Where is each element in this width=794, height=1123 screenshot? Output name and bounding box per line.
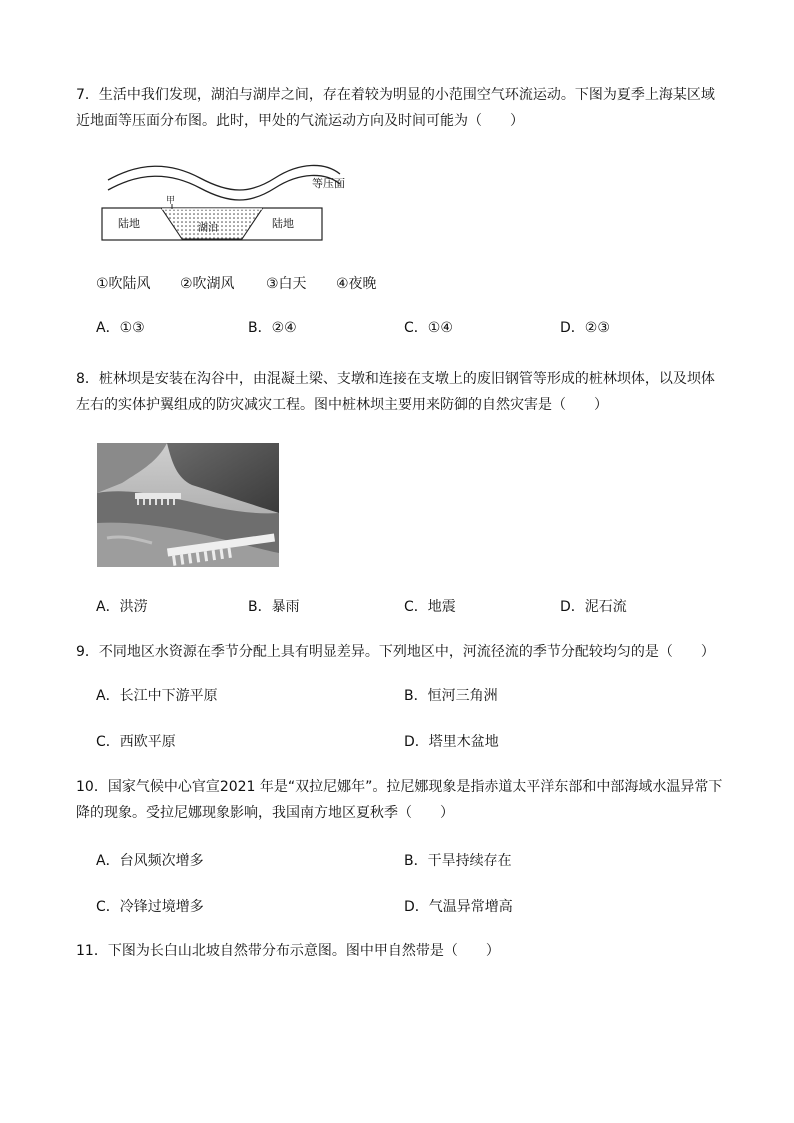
q10-option-c[interactable]: C．冷锋过境增多 bbox=[96, 899, 204, 915]
q8-option-b[interactable]: B．暴雨 bbox=[248, 599, 300, 615]
isobar-label: 等压面 bbox=[312, 177, 345, 190]
land-right-label: 陆地 bbox=[272, 217, 294, 230]
question-8-stem: 8．桩林坝是安装在沟谷中，由混凝土梁、支墩和连接在支墩上的废旧钢管等形成的桩林坝体，以及坝体左右的实体护翼组成的防灾减灾工程。图中桩林坝主要用来防御的自然灾害是（ ） bbox=[76, 371, 715, 413]
question-7-stem: 7．生活中我们发现，湖泊与湖岸之间，存在着较为明显的小范围空气环流运动。下图为夏季上海某区域近地面等压面分布图。此时，甲处的气流运动方向及时间可能为（ ） bbox=[76, 87, 715, 129]
q10-option-d[interactable]: D．气温异常增高 bbox=[404, 899, 513, 915]
q8-option-d[interactable]: D．泥石流 bbox=[560, 599, 627, 615]
q10-option-b[interactable]: B．干旱持续存在 bbox=[404, 853, 512, 869]
pile-dam-photo bbox=[97, 443, 279, 567]
lake-label: 湖泊 bbox=[198, 223, 218, 234]
question-11-stem: 11．下图为长白山北坡自然带分布示意图。图中甲自然带是（ ） bbox=[76, 943, 500, 959]
q8-option-c[interactable]: C．地震 bbox=[404, 599, 456, 615]
question-9-stem: 9．不同地区水资源在季节分配上具有明显差异。下列地区中，河流径流的季节分配较均匀的是（ ） bbox=[76, 644, 715, 660]
dam-upper bbox=[135, 493, 181, 499]
q7-option-a[interactable]: A．①③ bbox=[96, 320, 145, 336]
q7-option-d[interactable]: D．②③ bbox=[560, 320, 610, 336]
q9-option-a[interactable]: A．长江中下游平原 bbox=[96, 688, 218, 704]
q7-choice-1: ①吹陆风 bbox=[96, 276, 151, 292]
q7-choice-2: ②吹湖风 bbox=[180, 276, 235, 292]
question-10-stem: 10．国家气候中心官宣2021 年是“双拉尼娜年”。拉尼娜现象是指赤道太平洋东部和中部海域水温异常下降的现象。受拉尼娜现象影响，我国南方地区夏秋季（ ） bbox=[76, 779, 723, 821]
isobar-diagram bbox=[100, 160, 370, 245]
q7-option-b[interactable]: B．②④ bbox=[248, 320, 297, 336]
q7-choice-3: ③白天 bbox=[266, 276, 307, 292]
jia-label: 甲 bbox=[166, 196, 176, 206]
q9-option-b[interactable]: B．恒河三角洲 bbox=[404, 688, 498, 704]
q10-option-a[interactable]: A．台风频次增多 bbox=[96, 853, 204, 869]
q7-option-c[interactable]: C．①④ bbox=[404, 320, 453, 336]
q7-choice-4: ④夜晚 bbox=[336, 276, 377, 292]
q9-option-d[interactable]: D．塔里木盆地 bbox=[404, 734, 499, 750]
q8-option-a[interactable]: A．洪涝 bbox=[96, 599, 148, 615]
q9-option-c[interactable]: C．西欧平原 bbox=[96, 734, 176, 750]
land-left-label: 陆地 bbox=[118, 217, 140, 230]
